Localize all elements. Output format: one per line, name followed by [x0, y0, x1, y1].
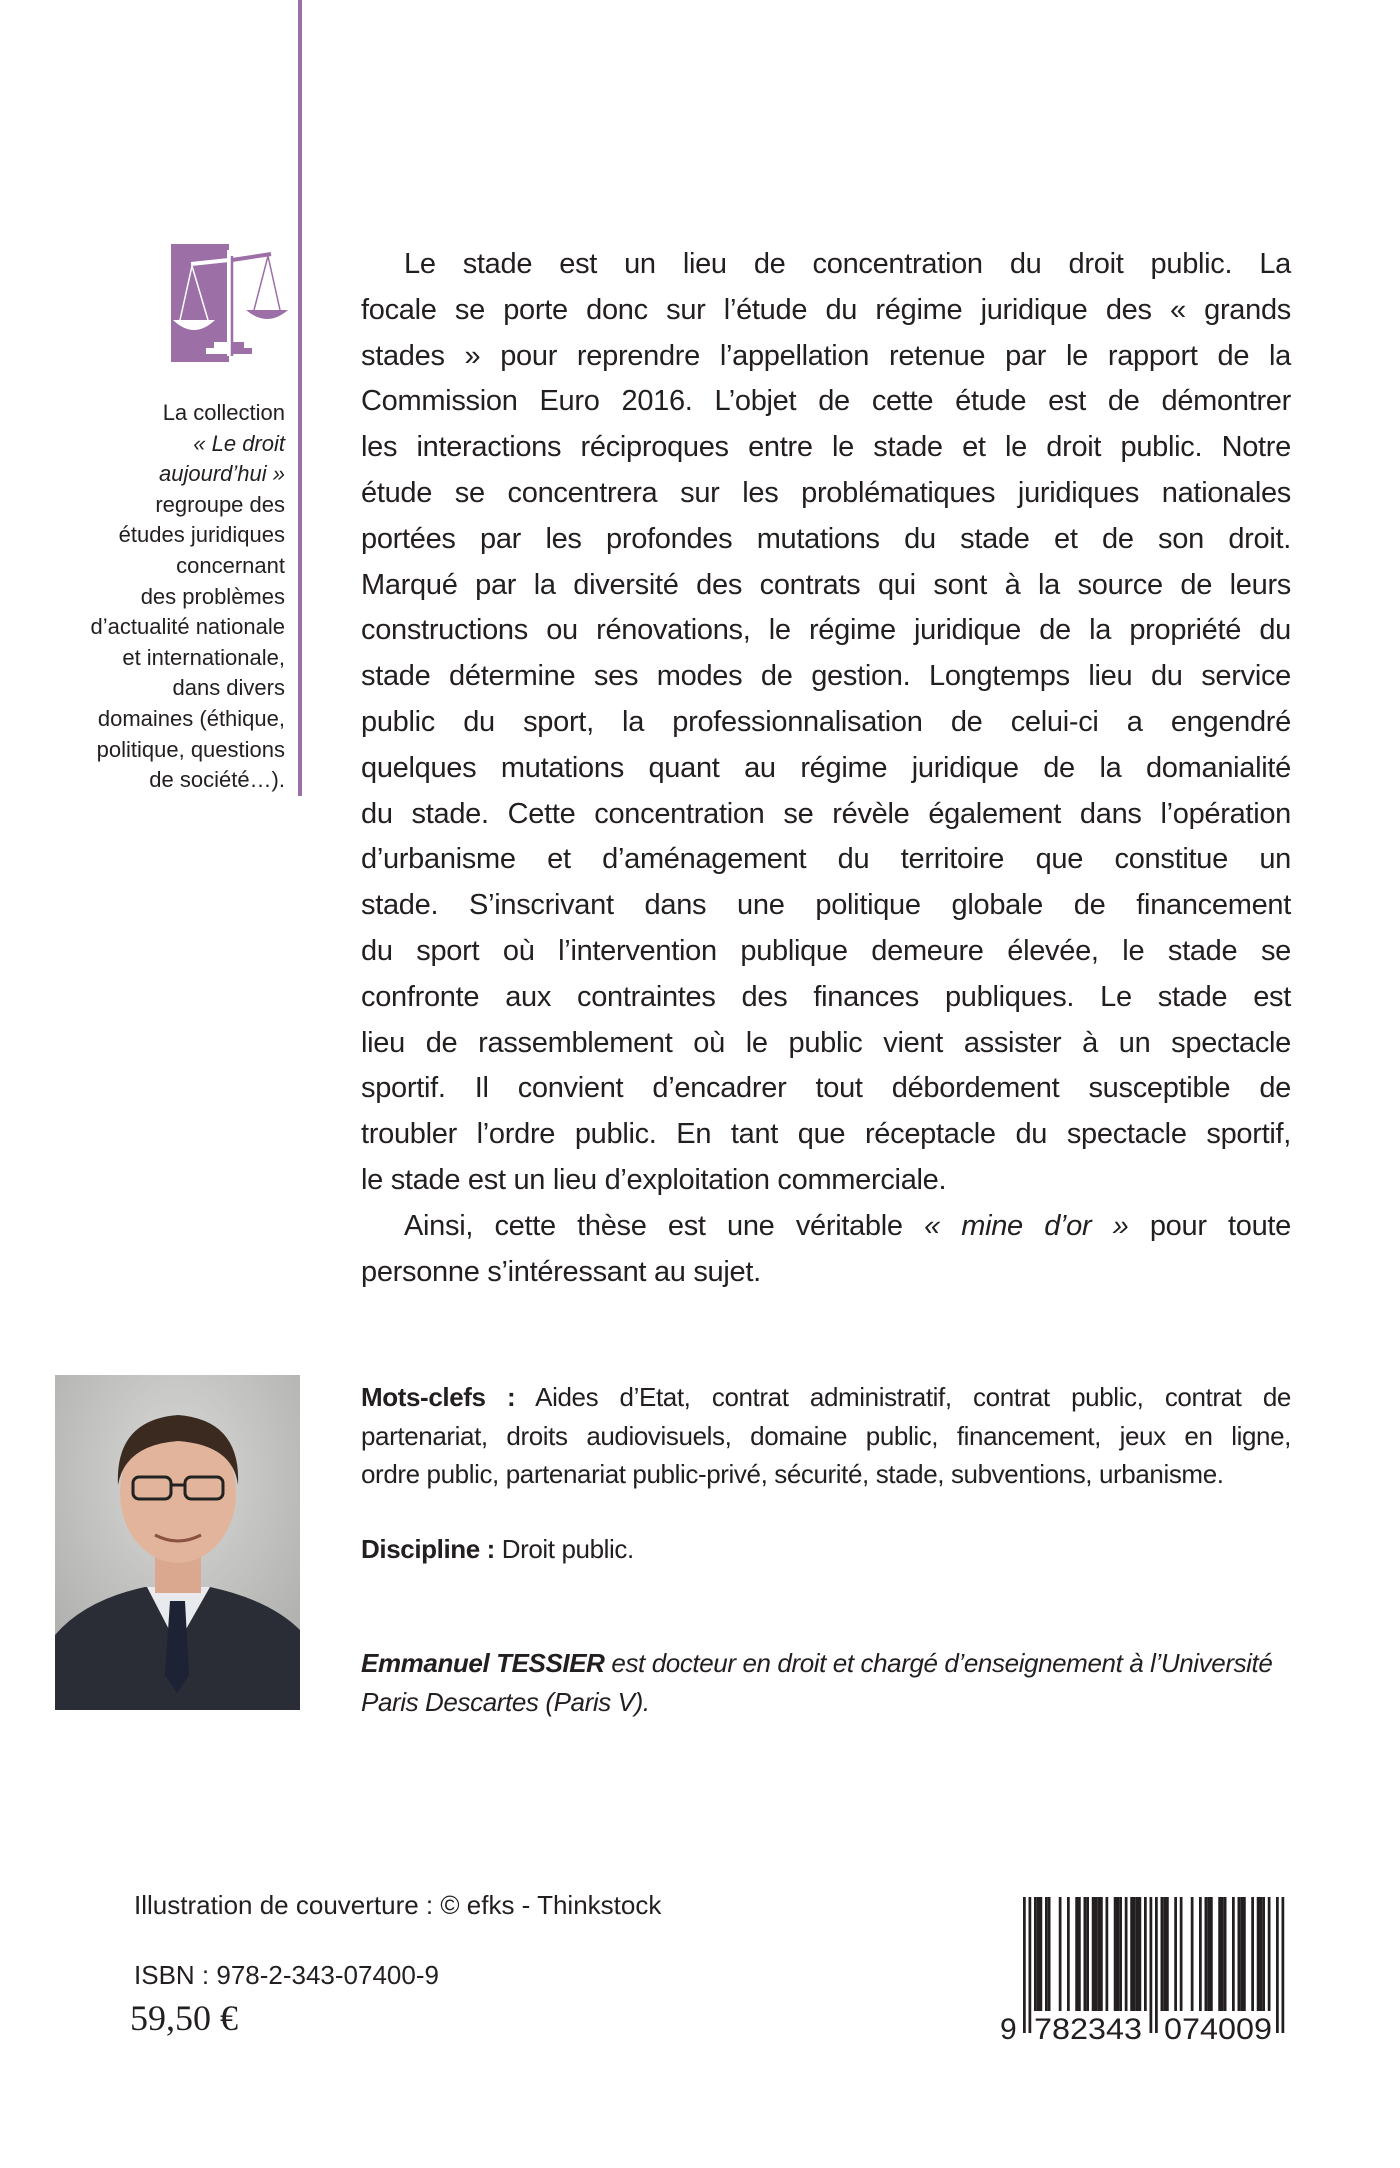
book-summary	[361, 242, 1291, 1295]
summary-line: quelques mutations quant au régime juridique de la domanialité	[361, 751, 1291, 784]
summary-line: portées par les profondes mutations du stade et de son droit.	[361, 522, 1291, 555]
summary-closing-after: pour toute	[1128, 1209, 1292, 1242]
barcode-bar	[1163, 1897, 1166, 2011]
collection-description-line: études juridiques	[118, 522, 285, 548]
barcode-bar	[1139, 1897, 1142, 2011]
summary-line: les interactions réciproques entre le stade et le droit public. Notre	[361, 431, 1291, 464]
barcode-bar	[1084, 1897, 1087, 2011]
summary-line: étude se concentrera sur les problématiques juridiques nationales	[361, 476, 1291, 509]
summary-closing-italic: « mine d’or »	[924, 1209, 1129, 1242]
summary-line: public du sport, la professionnalisation de celui-ci a engendré	[361, 705, 1291, 738]
collection-description-line: La collection	[162, 400, 285, 425]
collection-description-line: de société…).	[149, 767, 285, 793]
barcode-bar	[1125, 1897, 1128, 2011]
summary-closing-before: Ainsi, cette thèse est une véritable	[404, 1209, 925, 1242]
discipline-label: Discipline :	[361, 1534, 495, 1564]
barcode-bar	[1150, 1897, 1153, 2033]
barcode-bar	[1276, 1897, 1279, 2033]
barcode-bar	[1238, 1897, 1241, 2011]
summary-line: personne s’intéressant au sujet.	[361, 1255, 761, 1288]
barcode-bar	[1243, 1897, 1246, 2011]
barcode-bar	[1119, 1897, 1122, 2011]
barcode-bar	[1161, 1897, 1164, 2011]
barcode-bar	[1180, 1897, 1183, 2011]
summary-line: sportif. Il convient d’encadrer tout débordement susceptible de	[361, 1072, 1291, 1105]
collection-description-line: des problèmes	[140, 583, 285, 609]
barcode-bar	[1059, 1897, 1062, 2011]
barcode-bar	[1086, 1897, 1089, 2011]
barcode-bar	[1144, 1897, 1147, 2011]
author-bio-line: Paris Descartes (Paris V).	[361, 1686, 650, 1717]
barcode-bar	[1240, 1897, 1243, 2011]
keywords-line: partenariat, droits audiovisuels, domaine public, financement, jeux en ligne,	[361, 1420, 1291, 1451]
barcode-bar	[1232, 1897, 1235, 2011]
barcode-bar	[1023, 1897, 1026, 2033]
collection-description-line: concernant	[176, 552, 285, 578]
author-bio-line: est docteur en droit et chargé d’enseignement à l’Université	[604, 1648, 1273, 1678]
summary-line: Le stade est un lieu de concentration du droit public. La	[404, 248, 1291, 280]
barcode-bar	[1040, 1897, 1043, 2011]
collection-description-line: domaines (éthique,	[97, 705, 285, 731]
collection-description-line: aujourd’hui »	[159, 461, 285, 487]
collection-description-line: politique, questions	[96, 736, 285, 762]
barcode-bar	[1078, 1897, 1081, 2011]
scales-of-justice-logo-icon	[166, 244, 296, 366]
summary-line: troubler l’ordre public. En tant que réceptacle du spectacle sportif,	[361, 1118, 1291, 1151]
barcode-bar	[1130, 1897, 1133, 2011]
barcode-bar	[1067, 1897, 1070, 2011]
barcode-bar	[1166, 1897, 1169, 2011]
barcode-bar	[1218, 1897, 1221, 2011]
summary-line: lieu de rassemblement où le public vient assister à un spectacle	[361, 1026, 1291, 1059]
barcode-bar	[1117, 1897, 1120, 2011]
barcode-right-digits: 074009	[1164, 2013, 1272, 2043]
keywords-label: Mots-clefs :	[361, 1382, 516, 1412]
discipline	[361, 1530, 1291, 1569]
author-bio	[361, 1644, 1291, 1721]
barcode-bar	[1210, 1897, 1213, 2011]
barcode-bar	[1205, 1897, 1208, 2011]
barcode-left-digits: 782343	[1034, 2013, 1142, 2043]
collection-description-line: dans divers	[172, 675, 285, 701]
barcode-bar	[1100, 1897, 1103, 2011]
barcode-bar	[1114, 1897, 1117, 2011]
keywords	[361, 1378, 1291, 1494]
collection-description-line: regroupe des	[155, 491, 285, 517]
collection-description	[30, 398, 285, 796]
summary-line: Commission Euro 2016. L’objet de cette étude est de démontrer	[361, 385, 1291, 418]
summary-closing-line	[361, 1204, 1291, 1250]
price: 59,50 €	[130, 1998, 238, 2038]
barcode-bar	[1262, 1897, 1265, 2011]
barcode-bar	[1260, 1897, 1263, 2011]
summary-line: constructions ou rénovations, le régime juridique de la propriété du	[361, 614, 1291, 647]
summary-line: le stade est un lieu d’exploitation commerciale.	[361, 1163, 947, 1196]
summary-line: du sport où l’intervention publique demeure élevée, le stade se	[361, 934, 1291, 967]
barcode-bar	[1199, 1897, 1202, 2011]
collection-divider-line	[298, 0, 302, 796]
summary-line: du stade. Cette concentration se révèle également dans l’opération	[361, 797, 1291, 830]
barcode-bar	[1075, 1897, 1078, 2011]
barcode-bar	[1268, 1897, 1271, 2011]
isbn-barcode	[998, 1893, 1288, 2043]
summary-line: stade. S’inscrivant dans une politique globale de financement	[361, 889, 1291, 922]
barcode-bar	[1257, 1897, 1260, 2011]
summary-line: confronte aux contraintes des finances publiques. Le stade est	[361, 980, 1291, 1013]
isbn: ISBN : 978-2-343-07400-9	[134, 1960, 439, 1990]
author-photo	[55, 1375, 300, 1710]
barcode-bar	[1029, 1897, 1032, 2033]
barcode-bar	[1207, 1897, 1210, 2011]
barcode-bar	[1045, 1897, 1048, 2011]
summary-line: Marqué par la diversité des contrats qui sont à la source de leurs	[361, 568, 1291, 601]
barcode-bar	[1282, 1897, 1285, 2033]
collection-description-line: et internationale,	[122, 644, 285, 670]
barcode-bar	[1224, 1897, 1227, 2011]
collection-description-line: d’actualité nationale	[90, 614, 285, 640]
barcode-bar	[1095, 1897, 1098, 2011]
barcode-bar	[1191, 1897, 1194, 2011]
barcode-bar	[1097, 1897, 1100, 2011]
summary-line: stade détermine ses modes de gestion. Longtemps lieu du service	[361, 660, 1291, 693]
discipline-value: Droit public.	[494, 1534, 634, 1564]
cover-illustration-credit: Illustration de couverture : © efks - Thinkstock	[134, 1890, 662, 1920]
barcode-bar	[1092, 1897, 1095, 2011]
author-name: Emmanuel TESSIER	[361, 1648, 605, 1678]
barcode-first-digit: 9	[1000, 2013, 1017, 2043]
barcode-bar	[1136, 1897, 1139, 2011]
barcode-bar	[1034, 1897, 1037, 2011]
collection-description-line: « Le droit	[193, 430, 285, 456]
barcode-bar	[1155, 1897, 1158, 2033]
summary-line: d’urbanisme et d’aménagement du territoire que constitue un	[361, 843, 1291, 876]
barcode-bar	[1251, 1897, 1254, 2011]
barcode-bar	[1221, 1897, 1224, 2011]
keywords-line: Aides d’Etat, contrat administratif, contrat public, contrat de	[515, 1382, 1291, 1412]
barcode-bar	[1106, 1897, 1109, 2011]
barcode-bar	[1174, 1897, 1177, 2011]
barcode-bar	[1037, 1897, 1040, 2011]
barcode-bar	[1048, 1897, 1051, 2011]
barcode-bar	[1133, 1897, 1136, 2011]
summary-line: stades » pour reprendre l’appellation retenue par le rapport de la	[361, 339, 1291, 372]
keywords-line: ordre public, partenariat public-privé, sécurité, stade, subventions, urbanisme.	[361, 1459, 1224, 1489]
summary-line: focale se porte donc sur l’étude du régime juridique des « grands	[361, 293, 1291, 326]
